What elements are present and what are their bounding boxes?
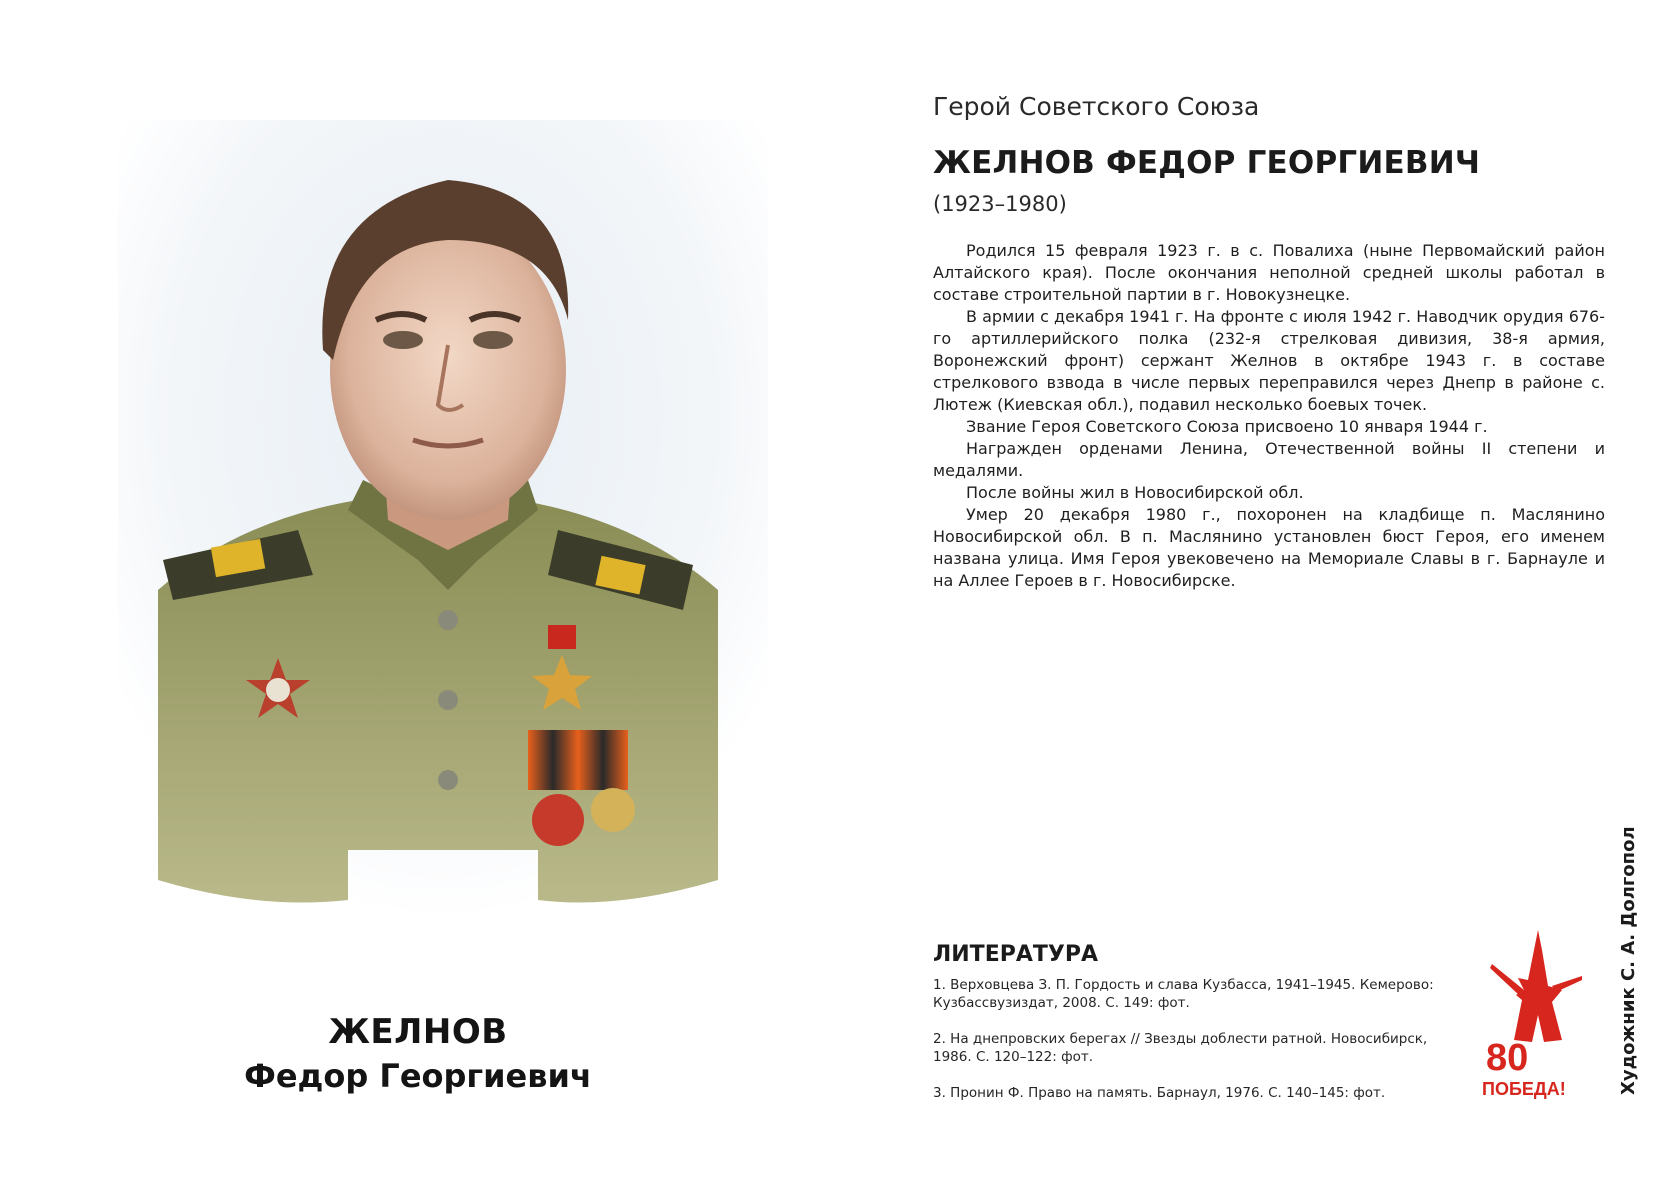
victory-80-emblem [1478, 920, 1588, 1100]
bio-paragraph: Звание Героя Советского Союза присвоено 10 января 1944 г. [966, 417, 1488, 436]
bio-paragraph: Родился 15 февраля 1923 г. в с. Повалиха (ныне Первомайский район Алтайского края). После окончания неполной средней школы работал в составе строительной партии в г. Новокузнецке. [933, 241, 1605, 304]
bio-paragraph: После войны жил в Новосибирской обл. [966, 483, 1304, 502]
bio-paragraph: Умер 20 декабря 1980 г., похоронен на кладбище п. Маслянино Новосибирской обл. В п. Маслянино установлен бюст Героя, его именем названа улица. Имя Героя увековечено на Мемориале Славы в г. Барнауле и на Аллее Героев в г. Новосибирске. [933, 505, 1605, 590]
literature-list [933, 976, 1453, 1120]
caption-given-name: Федор Георгиевич [244, 1057, 592, 1095]
title-kicker: Герой Советского Союза [933, 92, 1260, 121]
bio-paragraph: В армии с декабря 1941 г. На фронте с июля 1942 г. Наводчик орудия 676-го артиллерийского полка (232-я стрелковая дивизия, 38-я армия, Воронежский фронт) сержант Желнов в октябре 1943 г. в составе стрелкового взвода в числе первых переправился через Днепр в районе с. Лютеж (Киевская обл.), подавил несколько боевых точек. [933, 307, 1605, 414]
artist-credit: Художник С. А. Долгопол [1618, 826, 1639, 1095]
emblem-word: ПОБЕДА! [1482, 1079, 1566, 1099]
caption-surname: ЖЕЛНОВ [328, 1012, 508, 1052]
bio-paragraph: Награжден орденами Ленина, Отечественной войны II степени и медалями. [933, 439, 1605, 480]
literature-item: 3. Пронин Ф. Право на память. Барнаул, 1976. С. 140–145: фот. [933, 1085, 1386, 1101]
biography [933, 240, 1605, 592]
hero-name-heading: ЖЕЛНОВ ФЕДОР ГЕОРГИЕВИЧ [933, 145, 1481, 181]
portrait-caption [118, 1010, 718, 1098]
literature-item: 2. На днепровских берегах // Звезды доблести ратной. Новосибирск, 1986. С. 120–122: фот. [933, 1031, 1428, 1065]
hero-portrait-image [118, 120, 768, 960]
life-years: (1923–1980) [933, 192, 1067, 216]
emblem-number: 80 [1486, 1037, 1529, 1079]
literature-heading: ЛИТЕРАТУРА [933, 942, 1098, 967]
literature-item: 1. Верховцева З. П. Гордость и слава Кузбасса, 1941–1945. Кемерово: Кузбассвузиздат, 2008. С. 149: фот. [933, 977, 1434, 1011]
